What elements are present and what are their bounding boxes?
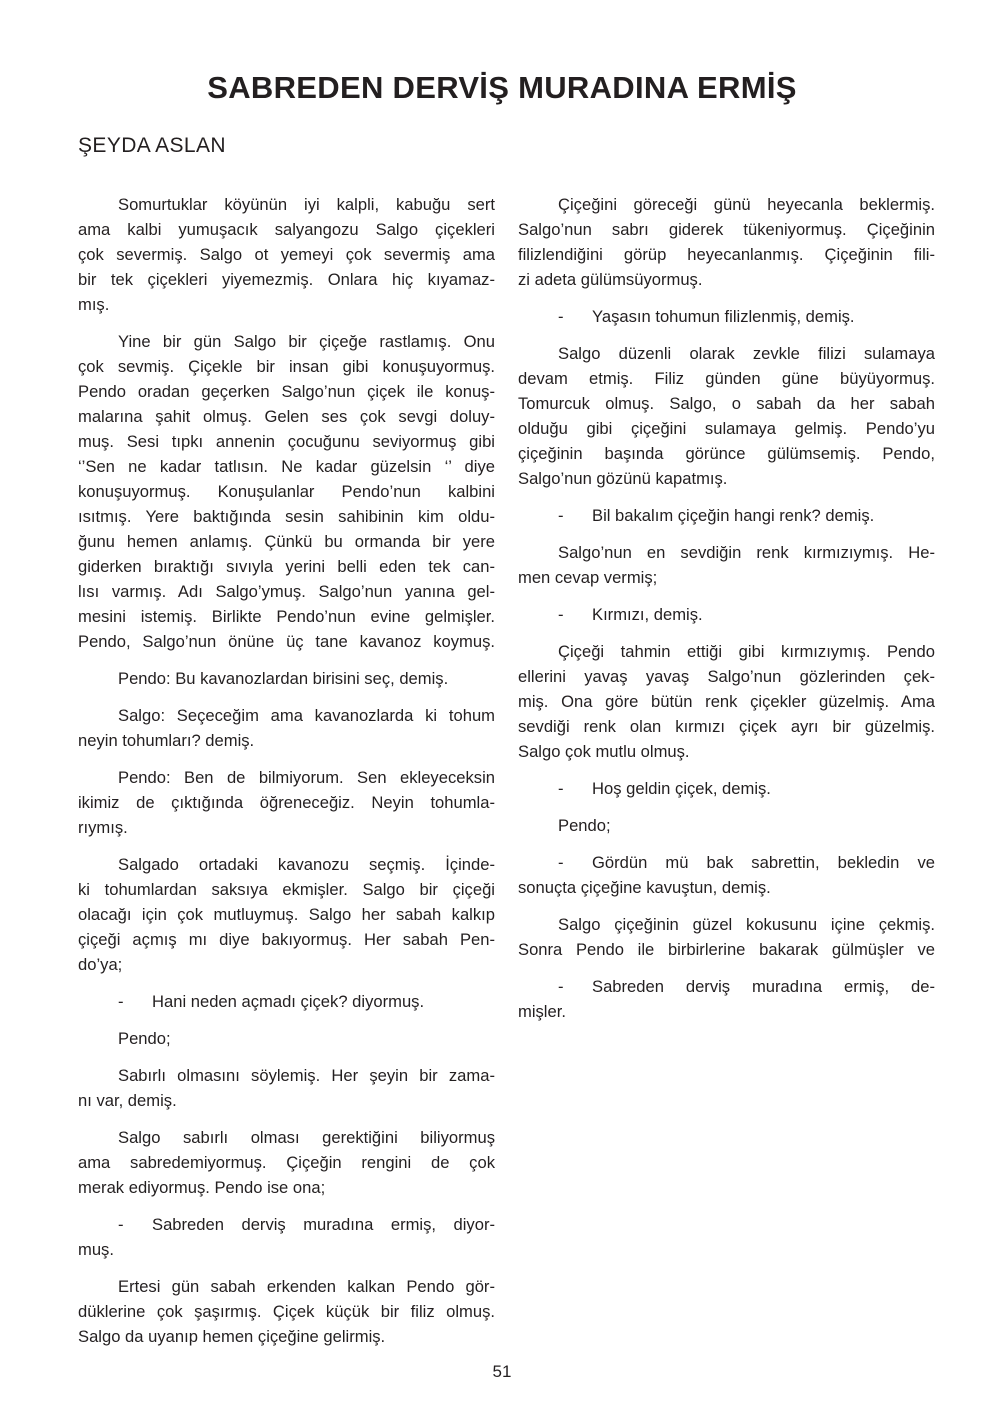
dialogue-dash: - <box>118 992 124 1011</box>
text-line: Salgo da uyanıp hemen çiçeğine gelirmiş. <box>78 1327 386 1346</box>
dialogue-dash: - <box>558 779 564 798</box>
text-line: çok sevmiş. Çiçekle bir insan gibi konuşuyormuş. <box>78 357 495 376</box>
text-line: ellerini yavaş yavaş Salgo’nun gözlerinden çek- <box>518 667 935 686</box>
text-line: neyin tohumları? demiş. <box>78 731 255 750</box>
text-line: ama kalbi yumuşacık salyangozu Salgo çiçekleri <box>78 220 495 239</box>
text-line: Ertesi gün sabah erkenden kalkan Pendo gör- <box>118 1277 495 1296</box>
dialogue-text: Yaşasın tohumun filizlenmiş, demiş. <box>592 307 855 326</box>
text-line: bir tek çiçekleri yiyemezmiş. Onlara hiç kıyamaz- <box>78 270 495 289</box>
text-line: filizlendiğini görüp heyecanlanmış. Çiçeğinin fili- <box>518 245 935 264</box>
text-line: malarına şahit olmuş. Gelen ses çok sevgi doluy- <box>78 407 495 426</box>
dialogue-dash: - <box>558 605 564 624</box>
text-line: sonuçta çiçeğine kavuştun, demiş. <box>518 878 771 897</box>
text-line: Tomurcuk olmuş. Salgo, o sabah da her sabah <box>518 394 935 413</box>
dialogue-dash: - <box>118 1215 124 1234</box>
text-line: Salgo’nun en sevdiğin renk kırmızıymış. He- <box>558 543 935 562</box>
text-line: merak ediyormuş. Pendo ise ona; <box>78 1178 326 1197</box>
text-line: çiçeği açmış mı diye bakıyormuş. Her sabah Pen- <box>78 930 495 949</box>
text-line: miş. Ona göre bütün renk çiçekler güzelmiş. Ama <box>518 692 935 711</box>
dialogue-text: Gördün mü bak sabrettin, bekledin ve <box>592 853 935 872</box>
text-line: devam etmiş. Filiz günden güne büyüyormuş. <box>518 369 935 388</box>
text-line: ikimiz de çıktığında öğreneceğiz. Neyin tohumla- <box>78 793 495 812</box>
dialogue-text: Sabreden derviş muradına ermiş, diyor- <box>152 1215 495 1234</box>
dialogue-text: Kırmızı, demiş. <box>592 605 703 624</box>
text-line: mişler. <box>518 1002 566 1021</box>
text-line: Pendo: Ben de bilmiyorum. Sen ekleyeceksin <box>118 768 495 787</box>
text-line: ama sabredemiyormuş. Çiçeğin rengini de çok <box>78 1153 495 1172</box>
text-line: Salgo: Seçeceğim ama kavanozlarda ki tohum <box>118 706 495 725</box>
dialogue-line <box>518 850 935 875</box>
text-line: ısıtmış. Yere baktığında sesin sahibinin kim oldu- <box>78 507 495 526</box>
dialogue-line <box>78 1212 495 1237</box>
text-line: muş. Sesi tıpkı annenin çocuğunu seviyormuş gibi <box>78 432 495 451</box>
text-line: ğunu hemen anlamış. Çünkü bu ormanda bir yere <box>78 532 495 551</box>
text-line: mış. <box>78 295 110 314</box>
text-line: mesini istemiş. Birlikte Pendo’nun evine gelmişler. <box>78 607 495 626</box>
text-line: Pendo, Salgo’nun önüne üç tane kavanoz koymuş. <box>78 632 495 651</box>
text-line: Salgo sabırlı olması gerektiğini biliyormuş <box>118 1128 495 1147</box>
text-line: olacağı için çok mutluymuş. Salgo her sabah kalkıp <box>78 905 495 924</box>
text-line: Salgo çok mutlu olmuş. <box>518 742 690 761</box>
dialogue-dash: - <box>558 506 564 525</box>
dialogue-text: Sabreden derviş muradına ermiş, de- <box>592 977 935 996</box>
dialogue-dash: - <box>558 977 564 996</box>
dialogue-line <box>518 503 935 528</box>
text-line: Pendo; <box>558 816 611 835</box>
text-line: Çiçeği tahmin ettiği gibi kırmızıymış. Pendo <box>558 642 935 661</box>
text-line: sevdiği renk olan kırmızı çiçek ayrı bir güzelmiş. <box>518 717 935 736</box>
dialogue-dash: - <box>558 307 564 326</box>
page-number: 51 <box>492 1362 512 1381</box>
text-line: muş. <box>78 1240 114 1259</box>
text-line: lısı varmış. Adı Salgo’ymuş. Salgo’nun yanına gel- <box>78 582 495 601</box>
text-line: men cevap vermiş; <box>518 568 658 587</box>
text-line: rıymış. <box>78 818 128 837</box>
text-line: konuşuyormuş. Konuşulanlar Pendo’nun kalbini <box>78 482 495 501</box>
text-line: Çiçeğini göreceği günü heyecanla beklermiş. <box>558 195 935 214</box>
text-line: Pendo; <box>118 1029 171 1048</box>
text-line: giderken bıraktığı sıvıyla yerini belli eden tek can- <box>78 557 495 576</box>
text-line: Salgo’nun gözünü kapatmış. <box>518 469 728 488</box>
text-line: Somurtuklar köyünün iyi kalpli, kabuğu sert <box>118 195 495 214</box>
text-line: çok severmiş. Salgo ot yemeyi çok severmiş ama <box>78 245 495 264</box>
text-line: Yine bir gün Salgo bir çiçeğe rastlamış. Onu <box>118 332 495 351</box>
text-line: do’ya; <box>78 955 123 974</box>
text-line: çiçeğinin başında görünce gülümsemiş. Pendo, <box>518 444 935 463</box>
text-line: Salgo düzenli olarak zevkle filizi sulamaya <box>558 344 935 363</box>
dialogue-dash: - <box>558 853 564 872</box>
text-line: Salgo çiçeğinin güzel kokusunu içine çekmiş. <box>558 915 935 934</box>
text-line: Salgo’nun sabrı giderek tükeniyormuş. Çiçeğinin <box>518 220 935 239</box>
text-line: Salgado ortadaki kavanozu seçmiş. İçinde- <box>118 855 495 874</box>
dialogue-line <box>518 602 935 627</box>
text-line: Pendo oradan geçerken Salgo’nun çiçek ile konuş- <box>78 382 495 401</box>
text-line: Sonra Pendo ile birbirlerine bakarak gülmüşler ve <box>518 940 935 959</box>
text-line: ki tohumlardan saksıya ekmişler. Salgo bir çiçeği <box>78 880 495 899</box>
text-line: düklerine çok şaşırmış. Çiçek küçük bir filiz olmuş. <box>78 1302 495 1321</box>
text-line: olduğu gibi çiçeğini sulamaya gelmiş. Pendo’yu <box>518 419 935 438</box>
text-line: nı var, demiş. <box>78 1091 177 1110</box>
author-name: ŞEYDA ASLAN <box>78 134 226 157</box>
dialogue-line <box>78 989 495 1014</box>
text-line: Pendo: Bu kavanozlardan birisini seç, demiş. <box>118 669 449 688</box>
dialogue-line <box>518 304 935 329</box>
dialogue-line <box>518 974 935 999</box>
text-line: Sabırlı olmasını söylemiş. Her şeyin bir zama- <box>118 1066 495 1085</box>
text-line: ‘’Sen ne kadar tatlısın. Ne kadar güzelsin ‘’ diye <box>78 457 495 476</box>
dialogue-text: Bil bakalım çiçeğin hangi renk? demiş. <box>592 506 875 525</box>
page-title: SABREDEN DERVİŞ MURADINA ERMİŞ <box>207 70 797 105</box>
dialogue-text: Hoş geldin çiçek, demiş. <box>592 779 771 798</box>
dialogue-line <box>518 776 935 801</box>
text-line: zi adeta gülümsüyormuş. <box>518 270 703 289</box>
dialogue-text: Hani neden açmadı çiçek? diyormuş. <box>152 992 425 1011</box>
